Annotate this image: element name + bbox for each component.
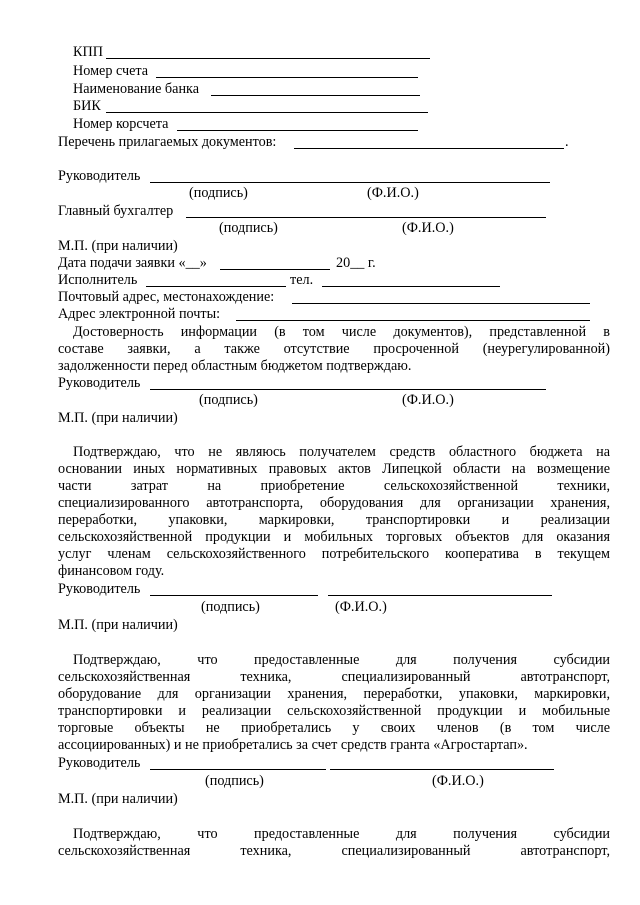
account-field[interactable] <box>156 77 418 78</box>
phone-label: тел. <box>290 272 314 288</box>
paragraph-line: переработки, упаковки, маркировки, транспортировки и реализации <box>58 512 610 528</box>
stamp-label: М.П. (при наличии) <box>58 617 178 633</box>
paragraph-line: сельскохозяйственная техника, специализированный автотранспорт, <box>58 843 610 859</box>
executor-field[interactable] <box>146 286 286 287</box>
stamp-label: М.П. (при наличии) <box>58 410 178 426</box>
paragraph-line: составе заявки, а также отсутствие просроченной (неурегулированной) <box>58 341 610 357</box>
paragraph-line: Достоверность информации (в том числе документов), представленной в <box>73 324 610 340</box>
kpp-label: КПП <box>73 44 103 60</box>
account-label: Номер счета <box>73 63 149 79</box>
email-field[interactable] <box>236 320 590 321</box>
paragraph-line: оборудование для организации хранения, переработки, упаковки, маркировки, <box>58 686 610 702</box>
paragraph-line: финансовом году. <box>58 563 165 579</box>
executor-label: Исполнитель <box>58 272 138 288</box>
paragraph-line: торговые объекты не приобретались у своих членов (в том числе <box>58 720 610 736</box>
head-label: Руководитель <box>58 755 141 771</box>
paragraph-line: специализированного автотранспорта, оборудования для организации хранения, <box>58 495 610 511</box>
fio-caption: (Ф.И.О.) <box>335 599 387 615</box>
address-label: Почтовый адрес, местонахождение: <box>58 289 275 305</box>
documents-list-end: . <box>565 134 569 150</box>
date-label: Дата подачи заявки «__» <box>58 255 207 271</box>
fio-field[interactable] <box>328 595 552 596</box>
fio-field[interactable] <box>330 769 554 770</box>
documents-list-field[interactable] <box>294 148 564 149</box>
paragraph-line: части затрат на приобретение сельскохозяйственной техники, <box>58 478 610 494</box>
stamp-label: М.П. (при наличии) <box>58 238 178 254</box>
year-label: 20__ г. <box>336 255 376 271</box>
paragraph-line: сельскохозяйственной продукции и мобильных торговых объектов для оказания <box>58 529 610 545</box>
kpp-field[interactable] <box>106 58 430 59</box>
head-label: Руководитель <box>58 581 141 597</box>
head-label: Руководитель <box>58 375 141 391</box>
corr-account-label: Номер корсчета <box>73 116 169 132</box>
paragraph-line: услуг членам сельскохозяйственного потребительского кооператива в текущем <box>58 546 610 562</box>
bik-label: БИК <box>73 98 101 114</box>
fio-caption: (Ф.И.О.) <box>367 185 419 201</box>
head-signature-field[interactable] <box>150 182 550 183</box>
fio-caption: (Ф.И.О.) <box>432 773 484 789</box>
paragraph-line: основании иных нормативных правовых актов Липецкой области на возмещение <box>58 461 610 477</box>
head-label: Руководитель <box>58 168 141 184</box>
paragraph-line: Подтверждаю, что предоставленные для получения субсидии <box>73 826 610 842</box>
bank-name-label: Наименование банка <box>73 81 200 97</box>
signature-caption: (подпись) <box>189 185 248 201</box>
corr-account-field[interactable] <box>177 130 418 131</box>
head-signature-field[interactable] <box>150 769 326 770</box>
head-signature-field[interactable] <box>150 389 546 390</box>
fio-caption: (Ф.И.О.) <box>402 220 454 236</box>
paragraph-line: Подтверждаю, что предоставленные для получения субсидии <box>73 652 610 668</box>
fio-caption: (Ф.И.О.) <box>402 392 454 408</box>
stamp-label: М.П. (при наличии) <box>58 791 178 807</box>
head-signature-field[interactable] <box>150 595 318 596</box>
paragraph-line: задолженности перед областным бюджетом подтверждаю. <box>58 358 412 374</box>
accountant-signature-field[interactable] <box>186 217 546 218</box>
paragraph-line: транспортировки и реализации сельскохозяйственной продукции и мобильные <box>58 703 610 719</box>
bik-field[interactable] <box>106 112 428 113</box>
signature-caption: (подпись) <box>219 220 278 236</box>
signature-caption: (подпись) <box>201 599 260 615</box>
bank-name-field[interactable] <box>211 95 420 96</box>
paragraph-line: Подтверждаю, что не являюсь получателем средств областного бюджета на <box>73 444 610 460</box>
accountant-label: Главный бухгалтер <box>58 203 174 219</box>
documents-list-label: Перечень прилагаемых документов: <box>58 134 277 150</box>
paragraph-line: ассоциированных) и не приобретались за счет средств гранта «Агростартап». <box>58 737 528 753</box>
date-month-field[interactable] <box>220 269 330 270</box>
phone-field[interactable] <box>322 286 500 287</box>
paragraph-line: сельскохозяйственная техника, специализированный автотранспорт, <box>58 669 610 685</box>
address-field[interactable] <box>292 303 590 304</box>
signature-caption: (подпись) <box>199 392 258 408</box>
email-label: Адрес электронной почты: <box>58 306 221 322</box>
signature-caption: (подпись) <box>205 773 264 789</box>
